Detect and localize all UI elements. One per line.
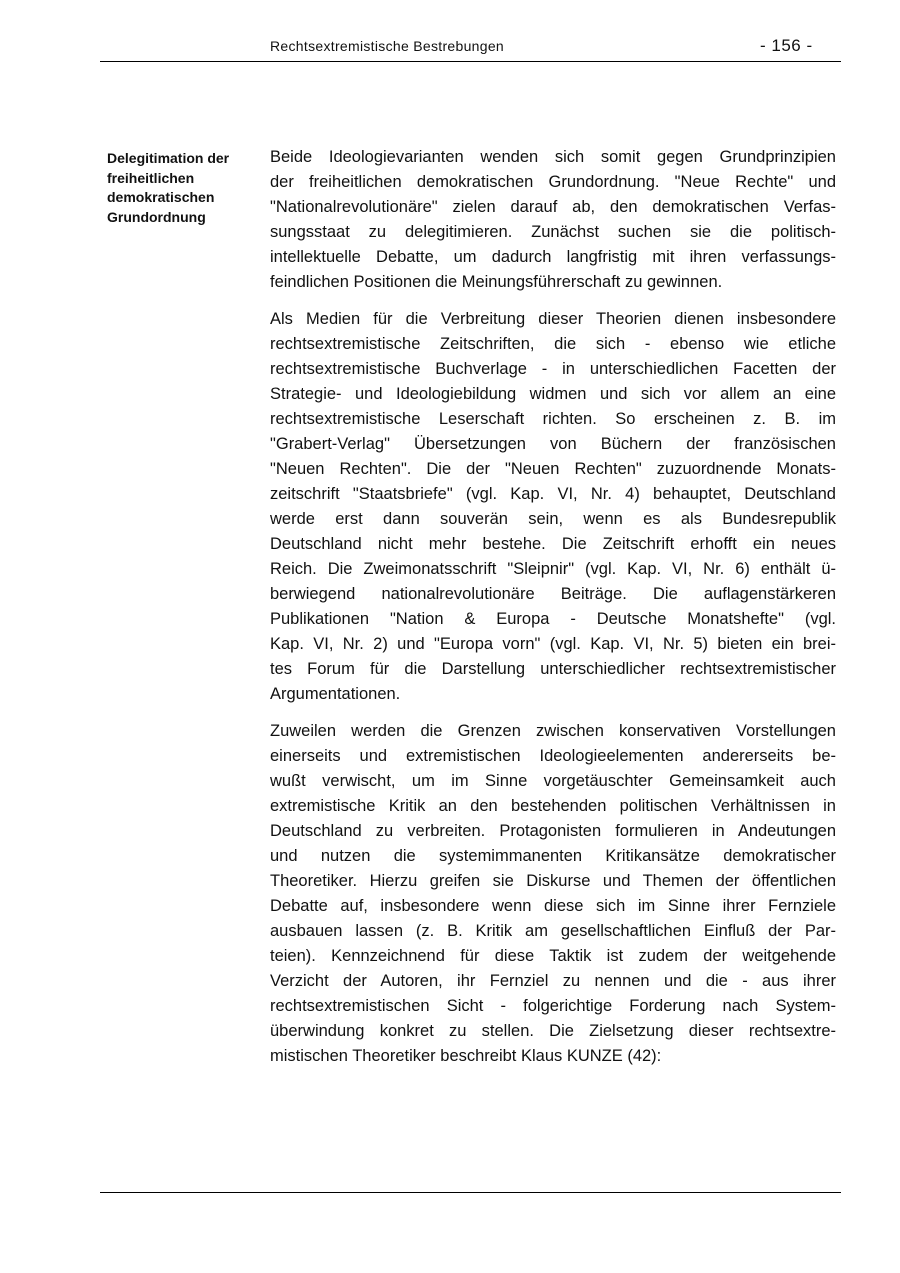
- text-line: der freiheitlichen demokratischen Grundordnung. "Neue Rechte" und: [270, 173, 836, 191]
- text-line: werde erst dann souverän sein, wenn es als Bundesrepublik: [270, 510, 836, 528]
- text-line: extremistische Kritik an den bestehenden politischen Verhältnissen in: [270, 797, 836, 815]
- text-line: ausbauen lassen (z. B. Kritik am gesellschaftlichen Einfluß der Par-: [270, 922, 836, 940]
- text-line: Verzicht der Autoren, ihr Fernziel zu nennen und die - aus ihrer: [270, 972, 836, 990]
- page-number: - 156 -: [760, 36, 813, 55]
- text-line: "Neuen Rechten". Die der "Neuen Rechten" zuzuordnende Monats-: [270, 460, 836, 478]
- text-line: intellektuelle Debatte, um dadurch langfristig mit ihren verfassungs-: [270, 248, 836, 266]
- text-line: Publikationen "Nation & Europa - Deutsche Monatshefte" (vgl.: [270, 610, 836, 628]
- text-line: Als Medien für die Verbreitung dieser Theorien dienen insbesondere: [270, 310, 836, 328]
- text-line: überwindung konkret zu stellen. Die Zielsetzung dieser rechtsextre-: [270, 1022, 836, 1040]
- text-line: Beide Ideologievarianten wenden sich somit gegen Grundprinzipien: [270, 148, 836, 166]
- text-line: Kap. VI, Nr. 2) und "Europa vorn" (vgl. Kap. VI, Nr. 5) bieten ein brei-: [270, 635, 836, 653]
- text-line: Argumentationen.: [270, 685, 401, 703]
- margin-note-line: demokratischen: [107, 189, 215, 205]
- text-line: wußt verwischt, um im Sinne vorgetäuschter Gemeinsamkeit auch: [270, 772, 836, 790]
- text-line: rechtsextremistische Buchverlage - in unterschiedlichen Facetten der: [270, 360, 836, 378]
- text-line: Zuweilen werden die Grenzen zwischen konservativen Vorstellungen: [270, 722, 836, 740]
- text-line: mistischen Theoretiker beschreibt Klaus KUNZE (42):: [270, 1047, 662, 1065]
- text-line: rechtsextremistische Leserschaft richten. So erscheinen z. B. im: [270, 410, 836, 428]
- text-line: tes Forum für die Darstellung unterschiedlicher rechtsextremistischer: [270, 660, 836, 678]
- text-line: Deutschland zu verbreiten. Protagonisten formulieren in Andeutungen: [270, 822, 836, 840]
- text-line: sungsstaat zu delegitimieren. Zunächst suchen sie die politisch-: [270, 223, 836, 241]
- text-line: rechtsextremistische Zeitschriften, die sich - ebenso wie etliche: [270, 335, 836, 353]
- margin-note-line: freiheitlichen: [107, 169, 195, 186]
- running-title: Rechtsextremistische Bestrebungen: [270, 38, 505, 54]
- text-line: berwiegend nationalrevolutionäre Beiträge. Die auflagenstärkeren: [270, 585, 836, 603]
- text-line: "Nationalrevolutionäre" zielen darauf ab, den demokratischen Verfas-: [270, 198, 836, 216]
- body-text: [270, 145, 836, 1081]
- text-line: feindlichen Positionen die Meinungsführerschaft zu gewinnen.: [270, 273, 723, 291]
- text-line: zeitschrift "Staatsbriefe" (vgl. Kap. VI, Nr. 4) behauptet, Deutschland: [270, 485, 836, 503]
- footer-rule: [100, 1192, 841, 1193]
- page-header: [0, 0, 900, 70]
- paragraph: [270, 145, 836, 295]
- text-line: rechtsextremistischen Sicht - folgerichtige Forderung nach System-: [270, 997, 836, 1015]
- text-line: und nutzen die systemimmanenten Kritikansätze demokratischer: [270, 847, 836, 865]
- margin-note-line: Delegitimation der: [107, 150, 230, 166]
- paragraph: [270, 719, 836, 1069]
- text-line: Deutschland nicht mehr bestehe. Die Zeitschrift erhofft ein neues: [270, 535, 836, 553]
- text-line: teien). Kennzeichnend für diese Taktik ist zudem der weitgehende: [270, 947, 836, 965]
- margin-note-line: Grundordnung: [107, 208, 206, 225]
- margin-note: [107, 149, 257, 227]
- text-line: Reich. Die Zweimonatsschrift "Sleipnir" (vgl. Kap. VI, Nr. 6) enthält ü-: [270, 560, 836, 578]
- header-rule: [100, 61, 841, 62]
- paragraph: [270, 307, 836, 707]
- text-line: Debatte auf, insbesondere wenn diese sich im Sinne ihrer Fernziele: [270, 897, 836, 915]
- text-line: Strategie- und Ideologiebildung widmen und sich vor allem an eine: [270, 385, 836, 403]
- text-line: Theoretiker. Hierzu greifen sie Diskurse und Themen der öffentlichen: [270, 872, 836, 890]
- text-line: "Grabert-Verlag" Übersetzungen von Büchern der französischen: [270, 435, 836, 453]
- text-line: einerseits und extremistischen Ideologieelementen andererseits be-: [270, 747, 836, 765]
